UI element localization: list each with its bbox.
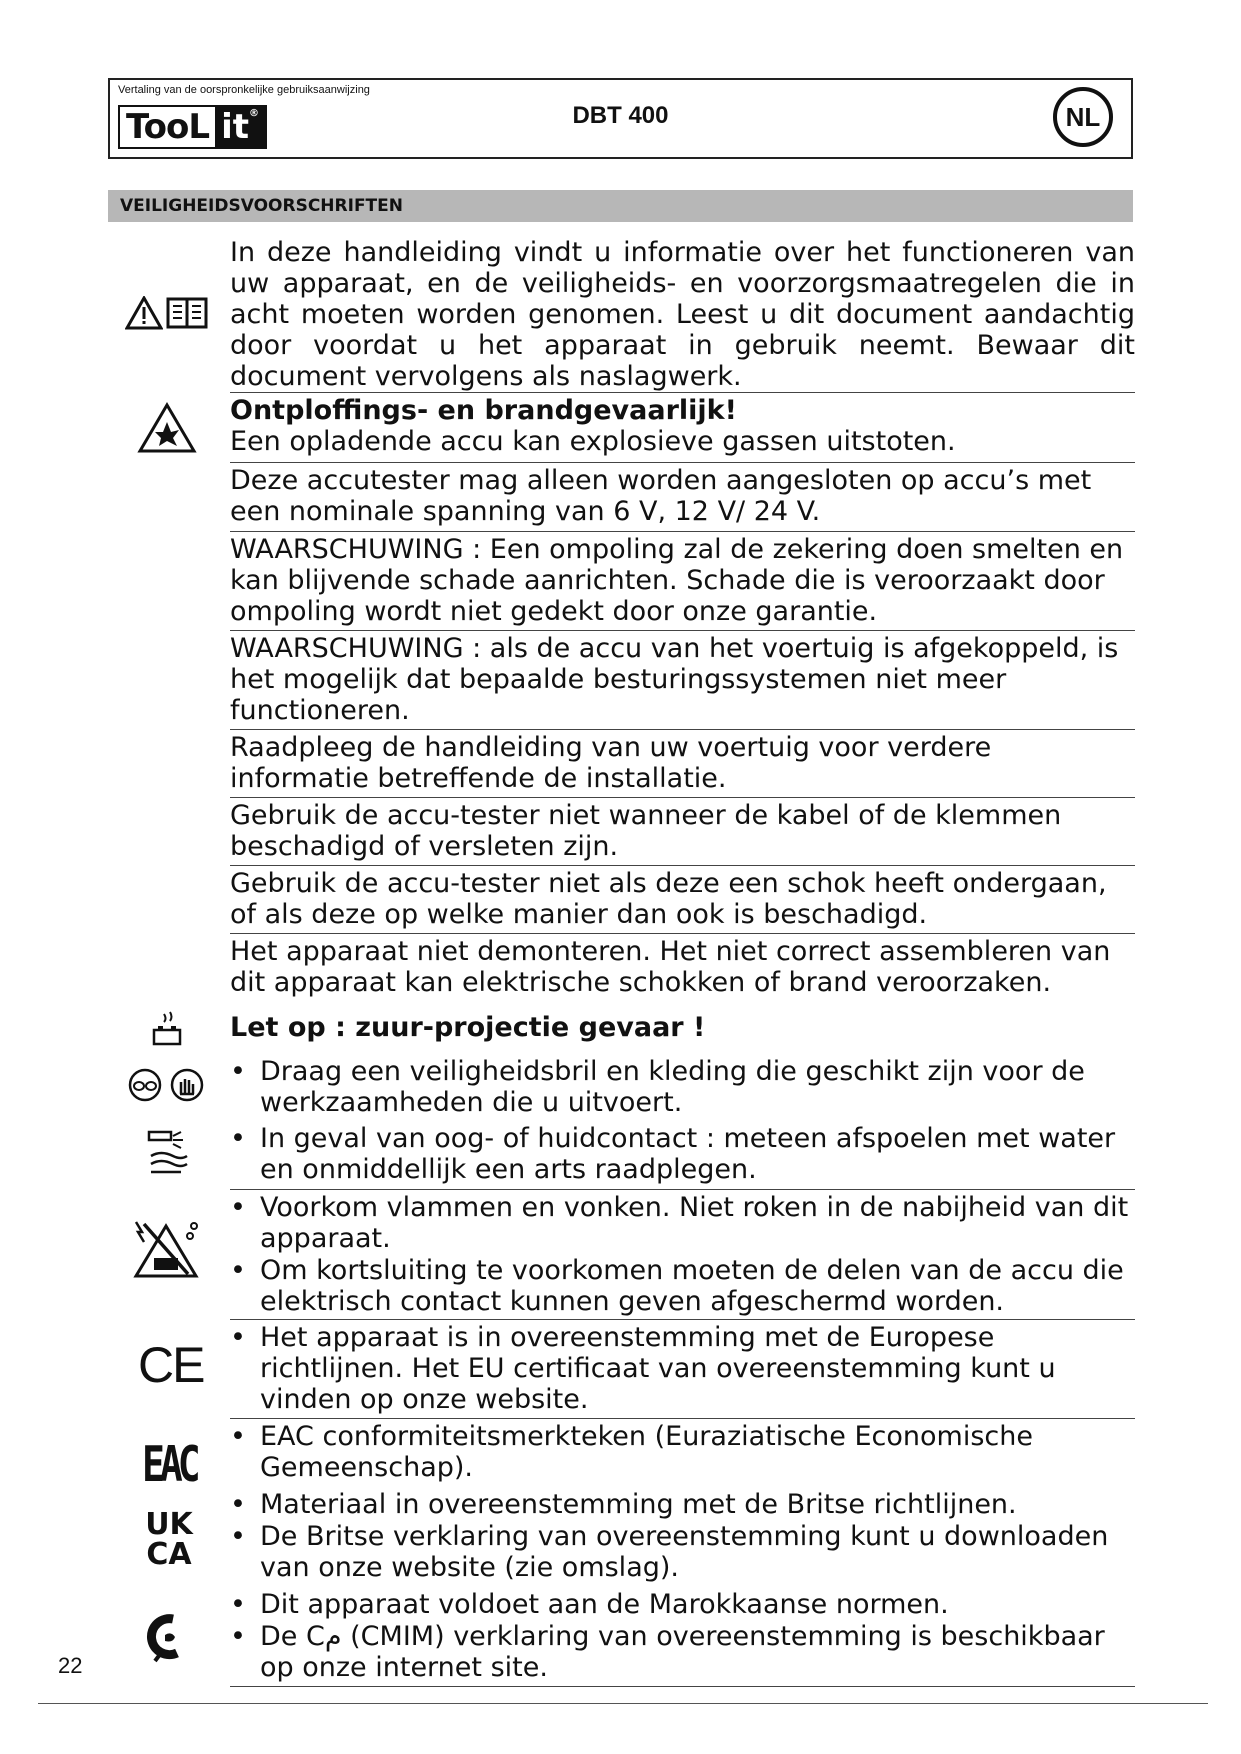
eac-mark-icon: EAC [142, 1435, 196, 1493]
ce-bullet: • Het apparaat is in overeenstemming met de Europese richtlijnen. Het EU certificaat van overeenstemming kunt u vinden op onze website. [230, 1322, 1135, 1419]
ukca-top: UK [145, 1507, 193, 1542]
ukca-bottom: CA [146, 1537, 192, 1572]
dismantle-text: Het apparaat niet demonteren. Het niet correct assembleren van dit apparaat kan elektrische schokken of brand veroorzaken. [230, 936, 1111, 998]
warning-polarity-block [230, 534, 1135, 631]
shock-text: Gebruik de accu-tester niet als deze een schok heeft ondergaan, of als deze op welke manier dan ook is beschadigd. [230, 868, 1107, 930]
voltage-text: Deze accutester mag alleen worden aangesloten op accu’s met een nominale spanning van 6 V, 12 V/ 24 V. [230, 465, 1092, 527]
explosion-block [230, 395, 1135, 463]
cable-text: Gebruik de accu-tester niet wanneer de kabel of de klemmen beschadigd of versleten zijn. [230, 800, 1062, 862]
warning-polarity-text: WAARSCHUWING : Een ompoling zal de zekering doen smelten en kan blijvende schade aanrichten. Schade die is veroorzaakt door ompoling wordt niet gedekt door onze garantie. [230, 534, 1124, 627]
ce-mark-icon: CE [138, 1337, 204, 1393]
ukca-bullet-material: • Materiaal in overeenstemming met de Britse richtlijnen. [230, 1489, 1135, 1521]
warning-disconnect-text: WAARSCHUWING : als de accu van het voertuig is afgekoppeld, is het mogelijk dat bepaalde besturingssystemen niet meer functioneren. [230, 633, 1119, 726]
shock-block [230, 868, 1135, 934]
eac-bullet: • EAC conformiteitsmerkteken (Euraziatische Economische Gemeenschap). [230, 1421, 1135, 1487]
section-title: VEILIGHEIDSVOORSCHRIFTEN [108, 190, 1133, 222]
page-number: 22 [58, 1653, 83, 1678]
warning-disconnect-block [230, 633, 1135, 730]
logo-left-text: TooL [126, 107, 210, 147]
ukca-mark-icon [139, 1507, 199, 1572]
explosion-icon [137, 402, 197, 454]
manual-block [230, 732, 1135, 798]
acid-bullet-goggles: • Draag een veiligheidsbril en kleding die geschikt zijn voor de werkzaamheden die u uitvoert. [230, 1056, 1135, 1122]
manual-text: Raadpleeg de handleiding van uw voertuig voor verdere informatie betreffende de installatie. [230, 732, 992, 794]
flame-bullet-no-smoking: • Voorkom vlammen en vonken. Niet roken in de nabijheid van dit apparaat. [230, 1192, 1135, 1254]
no-flame-icon [130, 1218, 202, 1280]
voltage-block [230, 465, 1135, 532]
ukca-bullet-declaration: • De Britse verklaring van overeenstemming kunt u downloaden van onze website (zie omslag). [230, 1521, 1135, 1587]
intro-block [230, 237, 1135, 393]
explosion-title: Ontploffings- en brandgevaarlijk! [230, 395, 737, 426]
cmim-mark-icon [143, 1613, 191, 1663]
explosion-text: Een opladende accu kan explosieve gassen uitstoten. [230, 426, 956, 457]
model-name: DBT 400 [572, 102, 669, 129]
document-header [108, 78, 1133, 159]
rinse-icon [143, 1126, 195, 1178]
flame-bullet-short-circuit: • Om kortsluiting te voorkomen moeten de delen van de accu die elektrisch contact kunnen geven afgeschermd worden. [230, 1255, 1135, 1320]
footer-divider [38, 1703, 1208, 1704]
logo-right-word: it [221, 107, 249, 147]
warning-icon [125, 296, 163, 330]
dismantle-block [230, 936, 1135, 1002]
battery-acid-icon [150, 1010, 186, 1048]
book-icon [166, 296, 208, 330]
language-badge: NL [1053, 87, 1113, 147]
cmim-bullet-norms: • Dit apparaat voldoet aan de Marokkaanse normen. [230, 1589, 1135, 1621]
intro-text: In deze handleiding vindt u informatie over het functioneren van uw apparaat, en de veiligheids- en voorzorgsmaatregelen die in acht moeten worden genomen. Leest u dit document aandachtig door voordat u het apparaat in gebruik neemt. Bewaar dit document vervolgens als naslagwerk. [230, 237, 1135, 392]
gloves-icon [170, 1068, 204, 1102]
goggles-icon [128, 1068, 162, 1102]
acid-title: Let op : zuur-projectie gevaar ! [230, 1012, 706, 1043]
cmim-bullet-declaration: • De Cم (CMIM) verklaring van overeenstemming is beschikbaar op onze internet site. [230, 1621, 1135, 1687]
logo-registered-mark: ® [248, 108, 259, 119]
cable-block [230, 800, 1135, 866]
acid-bullet-rinse: • In geval van oog- of huidcontact : meteen afspoelen met water en onmiddellijk een arts raadplegen. [230, 1123, 1135, 1190]
header-subtitle: Vertaling van de oorspronkelijke gebruiksaanwijzing [118, 84, 370, 96]
